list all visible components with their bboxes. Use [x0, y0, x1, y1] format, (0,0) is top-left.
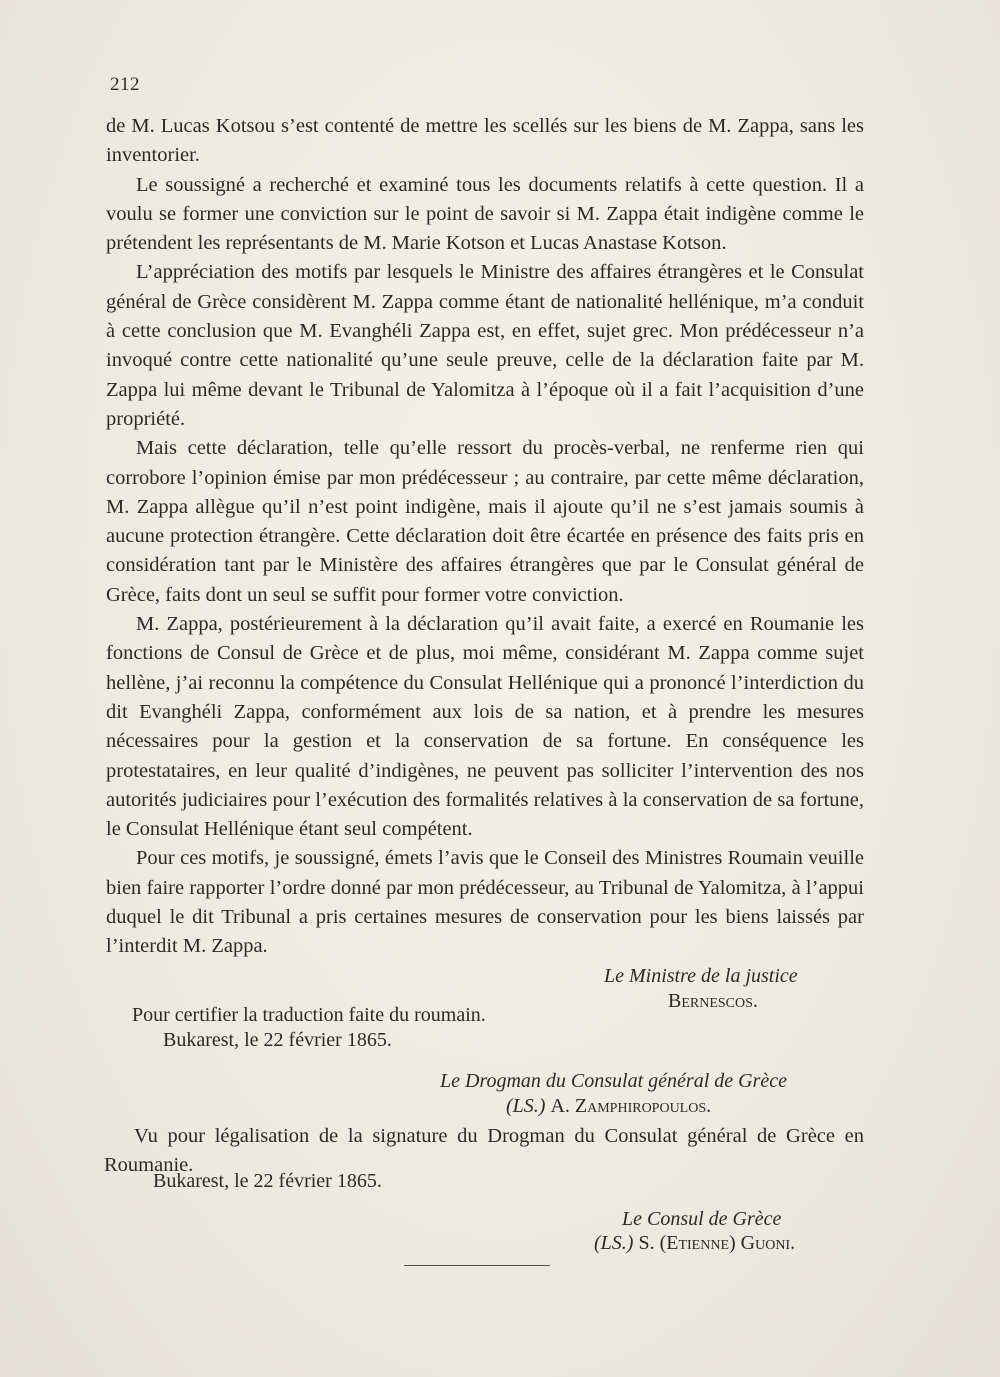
drogman-signature-line	[506, 1093, 711, 1119]
paragraph: de M. Lucas Kotsou s’est contenté de mettre les scellés sur les biens de M. Zappa, sans les inventorier.	[106, 115, 864, 167]
legalisation-paragraph: Vu pour légalisation de la signature du Drogman du Consulat général de Grèce en Roumanie.	[104, 1125, 864, 1176]
consul-signature-title: Le Consul de Grèce	[622, 1208, 782, 1230]
drogman-seal: (LS.)	[506, 1095, 546, 1117]
page-number: 212	[110, 74, 140, 95]
body-text	[106, 112, 864, 962]
paragraph: Mais cette déclaration, telle qu’elle ressort du procès-verbal, ne renferme rien qui corrobore l’opinion émise par mon prédécesseur ; au contraire, par cette même déclaration, M. Zappa allègue qu’il n’est point indigène, mais il ajoute qu’il ne s’est jamais soumis à aucune protection étrangère. Cette déclaration doit être écartée en présence des faits pris en considération tant par le Ministère des affaires étrangères que par le Consulat général de Grèce, faits dont un seul se suffit pour former votre conviction.	[106, 437, 864, 606]
certification-date: Bukarest, le 22 février 1865.	[163, 1029, 392, 1051]
consul-signature-name: S. (Etienne) Guoni.	[638, 1232, 796, 1254]
paragraph: Pour ces motifs, je soussigné, émets l’avis que le Conseil des Ministres Roumain veuille bien faire rapporter l’ordre donné par mon prédécesseur, au Tribunal de Yalomitza, à l’appui duquel le dit Tribunal a pris certaines mesures de conservation pour les biens laissés par l’interdit M. Zappa.	[106, 847, 864, 958]
drogman-signature-name: A. Zamphiropoulos.	[550, 1095, 712, 1117]
minister-signature-name: Bernescos.	[668, 990, 758, 1012]
paragraph: M. Zappa, postérieurement à la déclaration qu’il avait faite, a exercé en Roumanie les fonctions de Consul de Grèce et de plus, moi même, considérant M. Zappa comme sujet hellène, j’ai reconnu la compétence du Consulat Hellénique qui a prononcé l’interdiction du dit Evanghéli Zappa, conformément aux lois de sa nation, et à prendre les mesures nécessaires pour la gestion et la conservation de sa fortune. En conséquence les protestataires, en leur qualité d’indigènes, ne peuvent pas solliciter l’intervention des nos autorités judiciaires pour l’exécution des formalités relatives à la conservation de sa fortune, le Consulat Hellénique étant seul compétent.	[106, 613, 864, 841]
certification-line: Pour certifier la traduction faite du roumain.	[132, 1004, 486, 1026]
paragraph: Le soussigné a recherché et examiné tous les documents relatifs à cette question. Il a voulu se former une conviction sur le point de savoir si M. Zappa était indigène comme le prétendent les représentants de M. Marie Kotson et Lucas Anastase Kotson.	[106, 173, 864, 255]
legalisation-date: Bukarest, le 22 février 1865.	[153, 1170, 382, 1192]
consul-seal: (LS.)	[594, 1232, 634, 1254]
drogman-signature-title: Le Drogman du Consulat général de Grèce	[440, 1070, 787, 1092]
consul-signature-line	[594, 1230, 795, 1256]
paragraph: L’appréciation des motifs par lesquels le Ministre des affaires étrangères et le Consulat général de Grèce considèrent M. Zappa comme étant de nationalité hellénique, m’a conduit à cette conclusion que M. Evanghéli Zappa est, en effet, sujet grec. Mon prédécesseur n’a invoqué contre cette nationalité qu’une seule preuve, celle de la déclaration faite par M. Zappa lui même devant le Tribunal de Yalomitza à l’époque où il a fait l’acquisition d’une propriété.	[106, 261, 864, 430]
minister-signature-title: Le Ministre de la justice	[604, 965, 798, 987]
closing-rule	[404, 1265, 550, 1266]
